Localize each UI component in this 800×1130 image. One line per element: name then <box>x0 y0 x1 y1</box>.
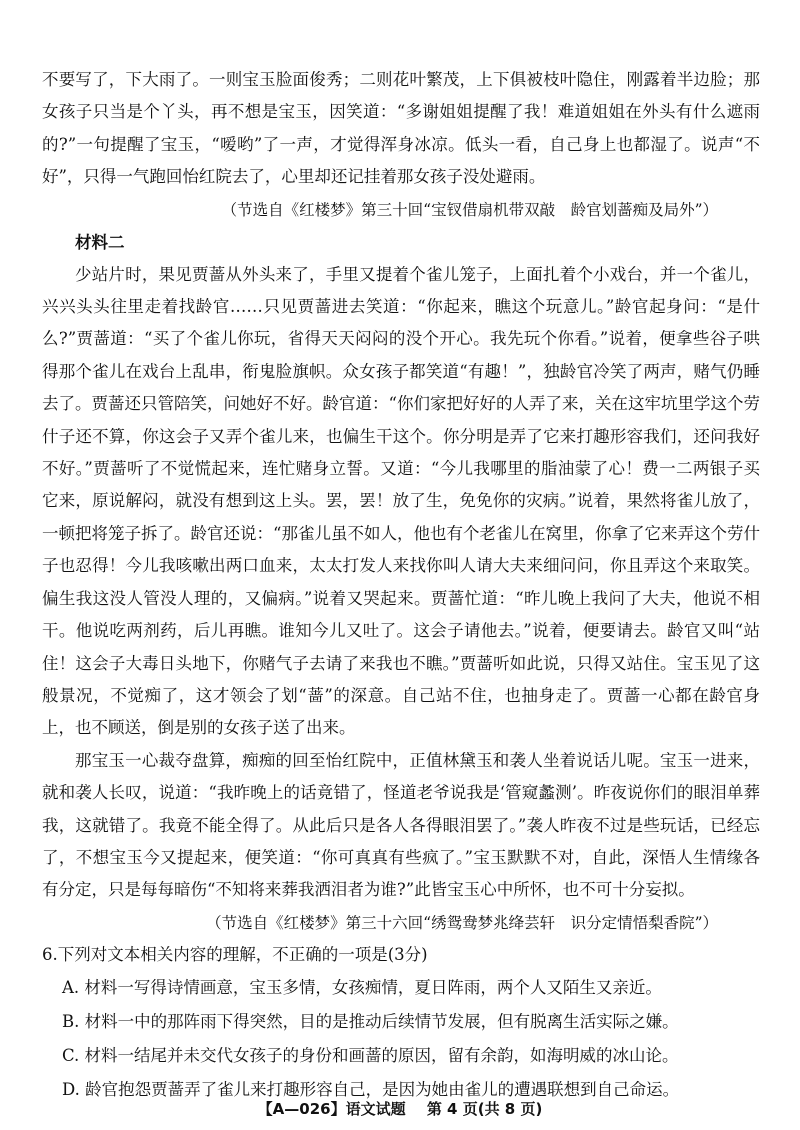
material2-heading: 材料二 <box>75 232 125 252</box>
footer-exam-code: 【A—026】语文试题 <box>257 1100 406 1118</box>
page-footer <box>0 1098 800 1119</box>
question-stem: 6.下列对文本相关内容的理解，不正确的一项是(3分) <box>42 944 428 964</box>
material2-source: （节选自《红楼梦》第三十六回“绣鸳鸯梦兆绛芸轩 识分定情悟梨香院”） <box>206 913 718 932</box>
option-d: D. 龄官抱怨贾蔷弄了雀儿来打趣形容自己，是因为她由雀儿的遭遇联想到自己命运。 <box>62 1079 680 1099</box>
material2-paragraph-2: 那宝玉一心裁夺盘算，痴痴的回至怡红院中，正值林黛玉和袭人坐着说话儿呢。宝玉一进来，就和袭人长叹，说道：“我昨晚上的话竟错了，怪道老爷说我是‘管窥蠡测’。昨夜说你们的眼泪单葬我，这就错了。我竟不能全得了。从此后只是各人各得眼泪罢了。”袭人昨夜不过是些玩话，已经忘了，不想宝玉今又提起来，便笑道：“你可真真有些疯了。”宝玉默默不对，自此，深悟人生情缘各有分定，只是每每暗伤“不知将来葬我洒泪者为谁?”此皆宝玉心中所怀，也不可十分妄拟。 <box>42 750 760 900</box>
option-b: B. 材料一中的那阵雨下得突然，目的是推动后续情节发展，但有脱离生活实际之嫌。 <box>62 1011 679 1031</box>
material1-text: 不要写了，下大雨了。一则宝玉脸面俊秀；二则花叶繁茂，上下俱被枝叶隐住，刚露着半边脸；那女孩子只当是个丫头，再不想是宝玉，因笑道：“多谢姐姐提醒了我！难道姐姐在外头有什么遮雨的?”一句提醒了宝玉，“嗳哟”了一声，才觉得浑身冰凉。低头一看，自己身上也都湿了。说声“不好”，只得一气跑回怡红院去了，心里却还记挂着那女孩子没处避雨。 <box>42 70 760 187</box>
option-c: C. 材料一结尾并未交代女孩子的身份和画蔷的原因，留有余韵，如海明威的冰山论。 <box>62 1045 679 1065</box>
option-a: A. 材料一写得诗情画意，宝玉多情，女孩痴情，夏日阵雨，两个人又陌生又亲近。 <box>62 977 662 997</box>
material1-source: （节选自《红楼梦》第三十回“宝钗借扇机带双敲 龄官划蔷痴及局外”） <box>221 200 718 219</box>
material2-paragraph-1: 少站片时，果见贾蔷从外头来了，手里又提着个雀儿笼子，上面扎着个小戏台，并一个雀儿，兴兴头头往里走着找龄官……只见贾蔷进去笑道：“你起来，瞧这个玩意儿。”龄官起身问：“是什么?”贾蔷道：“买了个雀儿你玩，省得天天闷闷的没个开心。我先玩个你看。”说着，便拿些谷子哄得那个雀儿在戏台上乱串，衔鬼脸旗帜。众女孩子都笑道“有趣！”，独龄官冷笑了两声，赌气仍睡去了。贾蔷还只管陪笑，问她好不好。龄官道：“你们家把好好的人弄了来，关在这牢坑里学这个劳什子还不算，你这会子又弄个雀儿来，也偏生干这个。你分明是弄了它来打趣形容我们，还问我好不好。”贾蔷听了不觉慌起来，连忙赌身立誓。又道：“今儿我哪里的脂油蒙了心！费一二两银子买它来，原说解闷，就没有想到这上头。罢，罢！放了生，免免你的灾病。”说着，果然将雀儿放了，一顿把将笼子拆了。龄官还说：“那雀儿虽不如人，他也有个老雀儿在窝里，你拿了它来弄这个劳什子也忍得！今儿我咳嗽出两口血来，太太打发人来找你叫人请大夫来细问问，你且弄这个来取笑。偏生我这没人管没人理的，又偏病。”说着又哭起来。贾蔷忙道：“昨儿晚上我问了大夫，他说不相干。他说吃两剂药，后儿再瞧。谁知今儿又吐了。这会子请他去。”说着，便要请去。龄官又叫“站住！这会子大毒日头地下，你赌气子去请了来我也不瞧。”贾蔷听如此说，只得又站住。宝玉见了这般景况，不觉痴了，这才领会了划“蔷”的深意。自己站不住，也抽身走了。贾蔷一心都在龄官身上，也不顾送，倒是别的女孩子送了出来。 <box>42 264 760 738</box>
footer-page-number: 第 4 页(共 8 页) <box>426 1100 543 1118</box>
